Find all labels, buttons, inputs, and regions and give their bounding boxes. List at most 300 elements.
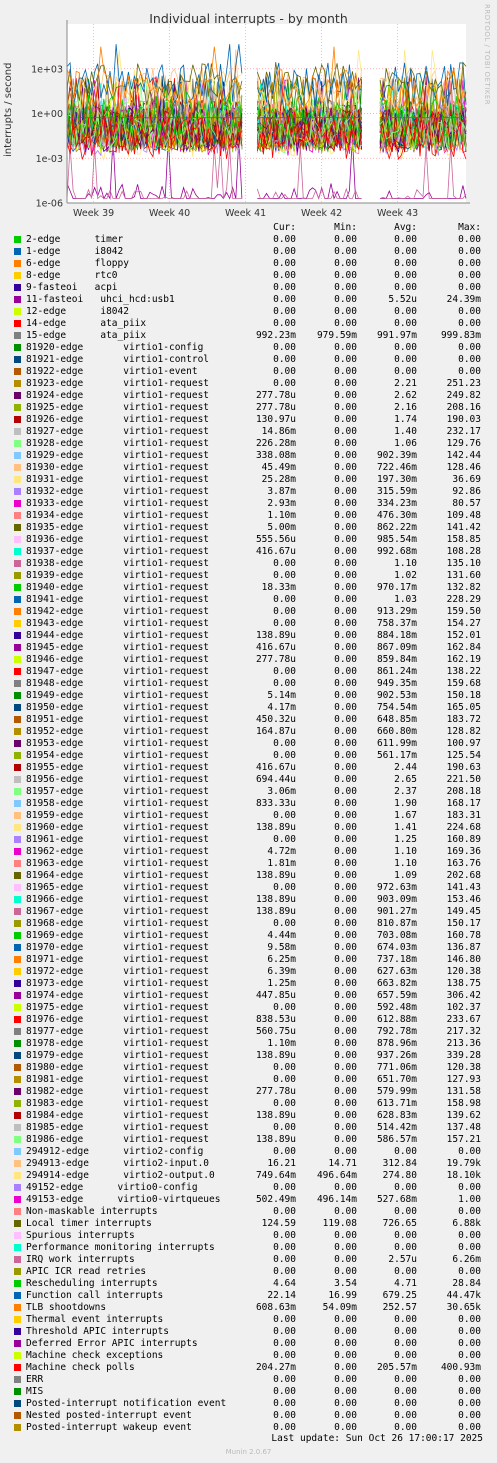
- legend-cur: 45.49m: [261, 462, 296, 473]
- legend-series-name: 81951-edge virtio1-request: [26, 714, 210, 725]
- legend-swatch: [14, 644, 21, 651]
- legend-avg: 913.29m: [376, 606, 417, 617]
- legend-avg: 628.83m: [376, 1110, 417, 1121]
- legend-cur: 0.00: [273, 306, 296, 317]
- legend-max: 128.82: [446, 726, 481, 737]
- legend-row: [0, 666, 497, 678]
- legend-min: 0.00: [334, 990, 357, 1001]
- legend-cur: 0.00: [273, 594, 296, 605]
- legend-min: 0.00: [334, 1206, 357, 1217]
- legend-max: 120.38: [446, 966, 481, 977]
- legend-series-name: 81979-edge virtio1-request: [26, 1050, 210, 1061]
- legend-avg: 0.00: [394, 258, 417, 269]
- legend-series-name: 81957-edge virtio1-request: [26, 786, 210, 797]
- legend-max: 28.84: [452, 1278, 481, 1289]
- legend-max: 80.57: [452, 498, 481, 509]
- legend-swatch: [14, 980, 21, 987]
- legend-cur: 560.75u: [255, 1026, 296, 1037]
- legend-row: [0, 1386, 497, 1398]
- legend-row: [0, 234, 497, 246]
- legend-cur: 0.00: [273, 558, 296, 569]
- legend-max: 138.22: [446, 666, 481, 677]
- legend-max: 0.00: [458, 1350, 481, 1361]
- legend-swatch: [14, 1388, 21, 1395]
- legend-avg: 0.00: [394, 1338, 417, 1349]
- legend-swatch: [14, 1040, 21, 1047]
- legend-min: 0.00: [334, 894, 357, 905]
- legend-avg: 0.00: [394, 282, 417, 293]
- legend-min: 0.00: [334, 702, 357, 713]
- legend-min: 0.00: [334, 1074, 357, 1085]
- legend-row: [0, 1374, 497, 1386]
- legend-row: [0, 1410, 497, 1422]
- legend-min: 0.00: [334, 438, 357, 449]
- legend-row: [0, 930, 497, 942]
- legend-swatch: [14, 428, 21, 435]
- legend-min: 0.00: [334, 234, 357, 245]
- legend-series-name: Nested posted-interrupt event: [26, 1410, 192, 1421]
- legend-min: 0.00: [334, 1182, 357, 1193]
- legend-max: 139.62: [446, 1110, 481, 1121]
- legend-swatch: [14, 656, 21, 663]
- legend-max: 0.00: [458, 1374, 481, 1385]
- legend-row: [0, 882, 497, 894]
- legend-swatch: [14, 620, 21, 627]
- legend-series-name: Posted-interrupt wakeup event: [26, 1422, 192, 1433]
- legend-max: 159.68: [446, 678, 481, 689]
- legend-series-name: 1-edge i8042: [26, 246, 124, 257]
- legend-series-name: 81981-edge virtio1-request: [26, 1074, 210, 1085]
- legend-cur: 138.89u: [255, 870, 296, 881]
- legend-max: 24.39m: [446, 294, 481, 305]
- legend-row: [0, 1110, 497, 1122]
- legend-max: 183.72: [446, 714, 481, 725]
- legend-cur: 130.97u: [255, 414, 296, 425]
- legend-swatch: [14, 548, 21, 555]
- legend-swatch: [14, 1352, 21, 1359]
- legend-row: [0, 414, 497, 426]
- legend-series-name: 81925-edge virtio1-request: [26, 402, 210, 413]
- legend-max: 213.36: [446, 1038, 481, 1049]
- legend-series-name: 81949-edge virtio1-request: [26, 690, 210, 701]
- legend-cur: 226.28m: [255, 438, 296, 449]
- legend-max: 249.82: [446, 390, 481, 401]
- legend-series-name: 81921-edge virtio1-control: [26, 354, 210, 365]
- legend-cur: 6.25m: [267, 954, 296, 965]
- legend-row: [0, 570, 497, 582]
- legend-row: [0, 834, 497, 846]
- legend-avg: 476.30m: [376, 510, 417, 521]
- legend-series-name: 81984-edge virtio1-request: [26, 1110, 210, 1121]
- legend-cur: 608.63m: [255, 1302, 296, 1313]
- legend-swatch: [14, 524, 21, 531]
- legend-avg: 703.08m: [376, 930, 417, 941]
- legend-cur: 416.67u: [255, 642, 296, 653]
- legend-max: 1.00: [458, 1194, 481, 1205]
- legend-series-name: Machine check polls: [26, 1362, 135, 1373]
- legend-series-name: Function call interrupts: [26, 1290, 164, 1301]
- legend-row: [0, 426, 497, 438]
- x-tick-label: Week 40: [149, 208, 191, 219]
- legend-max: 135.10: [446, 558, 481, 569]
- legend-avg: 627.63m: [376, 966, 417, 977]
- legend-series-name: Threshold APIC interrupts: [26, 1326, 169, 1337]
- chart-title: Individual interrupts - by month: [149, 11, 348, 26]
- legend-series-name: 81961-edge virtio1-request: [26, 834, 210, 845]
- legend-max: 36.69: [452, 474, 481, 485]
- legend-swatch: [14, 1100, 21, 1107]
- legend-row: [0, 690, 497, 702]
- legend-swatch: [14, 1064, 21, 1071]
- legend-row: [0, 1266, 497, 1278]
- legend-max: 100.97: [446, 738, 481, 749]
- legend-max: 0.00: [458, 1230, 481, 1241]
- legend-cur: 1.25m: [267, 978, 296, 989]
- legend-min: 0.00: [334, 1314, 357, 1325]
- legend-swatch: [14, 800, 21, 807]
- legend-min: 0.00: [334, 1266, 357, 1277]
- legend-min: 0.00: [334, 642, 357, 653]
- legend-cur: 0.00: [273, 1410, 296, 1421]
- legend-min: 0.00: [334, 342, 357, 353]
- legend-max: 141.43: [446, 882, 481, 893]
- legend-max: 0.00: [458, 306, 481, 317]
- legend-avg: 5.52u: [388, 294, 417, 305]
- legend-row: [0, 966, 497, 978]
- legend-min: 0.00: [334, 402, 357, 413]
- legend-swatch: [14, 632, 21, 639]
- legend-series-name: 2-edge timer: [26, 234, 124, 245]
- legend-row: [0, 798, 497, 810]
- legend-row: [0, 582, 497, 594]
- legend-max: 221.50: [446, 774, 481, 785]
- legend-min: 0.00: [334, 522, 357, 533]
- legend-swatch: [14, 584, 21, 591]
- legend-max: 6.88k: [452, 1218, 481, 1229]
- legend-max: 162.84: [446, 642, 481, 653]
- legend-cur: 0.00: [273, 1206, 296, 1217]
- legend-swatch: [14, 452, 21, 459]
- legend-cur: 277.78u: [255, 390, 296, 401]
- legend-min: 0.00: [334, 1050, 357, 1061]
- legend-max: 208.16: [446, 402, 481, 413]
- legend-row: [0, 762, 497, 774]
- legend-series-name: 81933-edge virtio1-request: [26, 498, 210, 509]
- legend-swatch: [14, 236, 21, 243]
- legend-min: 0.00: [334, 1242, 357, 1253]
- munin-version: Munin 2.0.67: [225, 1448, 272, 1456]
- legend-avg: 0.00: [394, 270, 417, 281]
- legend-row: [0, 1362, 497, 1374]
- legend-cur: 3.87m: [267, 486, 296, 497]
- legend-min: 0.00: [334, 1362, 357, 1373]
- legend-series-name: 81947-edge virtio1-request: [26, 666, 210, 677]
- legend-cur: 22.14: [267, 1290, 296, 1301]
- legend-avg: 613.71m: [376, 1098, 417, 1109]
- legend-min: 0.00: [334, 1410, 357, 1421]
- x-tick-label: Week 39: [73, 208, 115, 219]
- legend-cur: 138.89u: [255, 822, 296, 833]
- legend-swatch: [14, 968, 21, 975]
- legend-avg: 1.40: [394, 426, 417, 437]
- legend-series-name: Deferred Error APIC interrupts: [26, 1338, 198, 1349]
- legend-avg: 862.22m: [376, 522, 417, 533]
- legend-series-name: Thermal event interrupts: [26, 1314, 164, 1325]
- legend-min: 0.00: [334, 282, 357, 293]
- legend-max: 157.21: [446, 1134, 481, 1145]
- legend-swatch: [14, 380, 21, 387]
- legend-min: 0.00: [334, 486, 357, 497]
- legend-swatch: [14, 416, 21, 423]
- legend-series-name: 294912-edge virtio2-config: [26, 1146, 204, 1157]
- legend-max: 0.00: [458, 354, 481, 365]
- legend-min: 0.00: [334, 930, 357, 941]
- legend-series-name: 81945-edge virtio1-request: [26, 642, 210, 653]
- legend-cur: 694.44u: [255, 774, 296, 785]
- legend-min: 0.00: [334, 1254, 357, 1265]
- legend-min: 0.00: [334, 462, 357, 473]
- legend-avg: 991.97m: [376, 330, 417, 341]
- legend-row: [0, 630, 497, 642]
- legend-cur: 0.00: [273, 1230, 296, 1241]
- legend-avg: 771.06m: [376, 1062, 417, 1073]
- legend-swatch: [14, 356, 21, 363]
- legend-min: 0.00: [334, 1134, 357, 1145]
- legend-row: [0, 258, 497, 270]
- legend-max: 190.63: [446, 762, 481, 773]
- legend-row: [0, 726, 497, 738]
- legend-min: 0.00: [334, 882, 357, 893]
- legend-max: 0.00: [458, 1314, 481, 1325]
- legend-avg: 674.03m: [376, 942, 417, 953]
- legend-avg: 2.21: [394, 378, 417, 389]
- legend-cur: 0.00: [273, 354, 296, 365]
- legend-min: 0.00: [334, 534, 357, 545]
- legend-min: 0.00: [334, 558, 357, 569]
- legend-swatch: [14, 1256, 21, 1263]
- legend-max: 999.83m: [440, 330, 481, 341]
- legend-cur: 0.00: [273, 1326, 296, 1337]
- legend-row: [0, 450, 497, 462]
- legend-series-name: 15-edge ata_piix: [26, 330, 147, 341]
- legend-cur: 416.67u: [255, 762, 296, 773]
- legend-cur: 0.00: [273, 1242, 296, 1253]
- legend-avg: 579.99m: [376, 1086, 417, 1097]
- legend-max: 127.93: [446, 1074, 481, 1085]
- legend-row: [0, 990, 497, 1002]
- legend-swatch: [14, 488, 21, 495]
- legend-cur: 16.21: [267, 1158, 296, 1169]
- legend-series-name: 81974-edge virtio1-request: [26, 990, 210, 1001]
- legend-row: [0, 498, 497, 510]
- legend-swatch: [14, 1184, 21, 1191]
- legend-avg: 197.30m: [376, 474, 417, 485]
- legend-row: [0, 1098, 497, 1110]
- legend-swatch: [14, 440, 21, 447]
- legend-avg: 726.65: [382, 1218, 417, 1229]
- legend-min: 0.00: [334, 726, 357, 737]
- legend-row: [0, 1062, 497, 1074]
- legend-cur: 164.87u: [255, 726, 296, 737]
- legend-max: 0.00: [458, 318, 481, 329]
- legend-row: [0, 1302, 497, 1314]
- legend-swatch: [14, 956, 21, 963]
- legend-max: 158.98: [446, 1098, 481, 1109]
- legend-avg: 1.67: [394, 810, 417, 821]
- legend-max: 136.87: [446, 942, 481, 953]
- legend-cur: 0.00: [273, 294, 296, 305]
- legend-avg: 902.39m: [376, 450, 417, 461]
- legend-cur: 4.72m: [267, 846, 296, 857]
- legend-min: 0.00: [334, 1386, 357, 1397]
- legend-series-name: 81982-edge virtio1-request: [26, 1086, 210, 1097]
- legend-cur: 0.00: [273, 678, 296, 689]
- legend-cur: 5.14m: [267, 690, 296, 701]
- legend-row: [0, 1182, 497, 1194]
- legend-min: 0.00: [334, 750, 357, 761]
- legend-avg: 2.62: [394, 390, 417, 401]
- legend-max: 0.00: [458, 1206, 481, 1217]
- legend-series-name: Non-maskable interrupts: [26, 1206, 158, 1217]
- legend-row: [0, 306, 497, 318]
- legend-series-name: 81977-edge virtio1-request: [26, 1026, 210, 1037]
- legend-row: [0, 366, 497, 378]
- legend-cur: 0.00: [273, 1338, 296, 1349]
- legend-swatch: [14, 1364, 21, 1371]
- legend-avg: 1.10: [394, 558, 417, 569]
- legend-min: 0.00: [334, 1002, 357, 1013]
- legend-series-name: 81932-edge virtio1-request: [26, 486, 210, 497]
- legend-max: 30.65k: [446, 1302, 481, 1313]
- legend-row: [0, 1254, 497, 1266]
- legend-swatch: [14, 812, 21, 819]
- legend-series-name: 81972-edge virtio1-request: [26, 966, 210, 977]
- legend-avg: 2.44: [394, 762, 417, 773]
- legend-swatch: [14, 560, 21, 567]
- legend-swatch: [14, 1340, 21, 1347]
- legend-swatch: [14, 1376, 21, 1383]
- legend-avg: 612.88m: [376, 1014, 417, 1025]
- legend-max: 109.48: [446, 510, 481, 521]
- legend-cur: 0.00: [273, 342, 296, 353]
- legend-min: 0.00: [334, 1110, 357, 1121]
- legend-series-name: 81963-edge virtio1-request: [26, 858, 210, 869]
- legend-avg: 0.00: [394, 234, 417, 245]
- legend-row: [0, 294, 497, 306]
- legend-row: [0, 906, 497, 918]
- legend-avg: 0.00: [394, 1350, 417, 1361]
- legend-avg: 0.00: [394, 318, 417, 329]
- legend-cur: 0.00: [273, 606, 296, 617]
- legend-series-name: 81976-edge virtio1-request: [26, 1014, 210, 1025]
- legend-max: 0.00: [458, 1338, 481, 1349]
- legend-series-name: 6-edge floppy: [26, 258, 129, 269]
- legend-avg: 0.00: [394, 1206, 417, 1217]
- legend-min: 0.00: [334, 1014, 357, 1025]
- legend-avg: 970.17m: [376, 582, 417, 593]
- legend-avg: 754.54m: [376, 702, 417, 713]
- x-axis: [73, 208, 418, 219]
- legend-series-name: 81926-edge virtio1-request: [26, 414, 210, 425]
- legend-cur: 0.00: [273, 618, 296, 629]
- legend-swatch: [14, 296, 21, 303]
- legend-max: 153.46: [446, 894, 481, 905]
- legend-avg: 0.00: [394, 1266, 417, 1277]
- legend-row: [0, 510, 497, 522]
- legend-row: [0, 402, 497, 414]
- legend-avg: 903.09m: [376, 894, 417, 905]
- legend-swatch: [14, 1220, 21, 1227]
- legend-min: 0.00: [334, 510, 357, 521]
- legend-avg: 2.16: [394, 402, 417, 413]
- legend-avg: 1.10: [394, 846, 417, 857]
- legend-series-name: Machine check exceptions: [26, 1350, 164, 1361]
- legend-max: 0.00: [458, 1326, 481, 1337]
- legend-series-name: 81920-edge virtio1-config: [26, 342, 204, 353]
- legend-max: 131.58: [446, 1086, 481, 1097]
- legend-cur: 992.23m: [255, 330, 296, 341]
- legend-row: [0, 894, 497, 906]
- legend-min: 0.00: [334, 678, 357, 689]
- legend-min: 0.00: [334, 270, 357, 281]
- legend-row: [0, 786, 497, 798]
- legend-cur: 138.89u: [255, 630, 296, 641]
- legend-avg: 722.46m: [376, 462, 417, 473]
- legend-swatch: [14, 1304, 21, 1311]
- legend-series-name: 81943-edge virtio1-request: [26, 618, 210, 629]
- legend-swatch: [14, 1136, 21, 1143]
- legend-swatch: [14, 680, 21, 687]
- col-min: Min:: [334, 222, 357, 233]
- legend-avg: 312.84: [382, 1158, 417, 1169]
- legend-row: [0, 1278, 497, 1290]
- legend-swatch: [14, 896, 21, 903]
- legend-avg: 2.57u: [388, 1254, 417, 1265]
- legend-row: [0, 810, 497, 822]
- legend-max: 137.48: [446, 1122, 481, 1133]
- legend-cur: 0.00: [273, 1350, 296, 1361]
- legend-cur: 0.00: [273, 1146, 296, 1157]
- legend-min: 0.00: [334, 1230, 357, 1241]
- legend-swatch: [14, 1244, 21, 1251]
- legend-cur: 277.78u: [255, 654, 296, 665]
- legend-series-name: 81962-edge virtio1-request: [26, 846, 210, 857]
- legend-series-name: 14-edge ata_piix: [26, 318, 147, 329]
- legend-cur: 4.44m: [267, 930, 296, 941]
- legend-avg: 1.09: [394, 870, 417, 881]
- y-tick-label: 1e+00: [31, 109, 63, 120]
- col-avg: Avg:: [394, 222, 417, 233]
- legend-series-name: 81955-edge virtio1-request: [26, 762, 210, 773]
- legend-min: 0.00: [334, 906, 357, 917]
- legend-min: 0.00: [334, 834, 357, 845]
- legend-max: 128.46: [446, 462, 481, 473]
- legend-swatch: [14, 368, 21, 375]
- legend-cur: 0.00: [273, 1374, 296, 1385]
- legend-row: [0, 1326, 497, 1338]
- legend-min: 0.00: [334, 798, 357, 809]
- col-max: Max:: [458, 222, 481, 233]
- legend-avg: 859.84m: [376, 654, 417, 665]
- legend-cur: 0.00: [273, 270, 296, 281]
- legend-max: 190.03: [446, 414, 481, 425]
- legend-avg: 0.00: [394, 1146, 417, 1157]
- legend-max: 18.10k: [446, 1170, 481, 1181]
- legend-cur: 0.00: [273, 234, 296, 245]
- legend-series-name: 81966-edge virtio1-request: [26, 894, 210, 905]
- legend-min: 0.00: [334, 414, 357, 425]
- legend-cur: 14.86m: [261, 426, 296, 437]
